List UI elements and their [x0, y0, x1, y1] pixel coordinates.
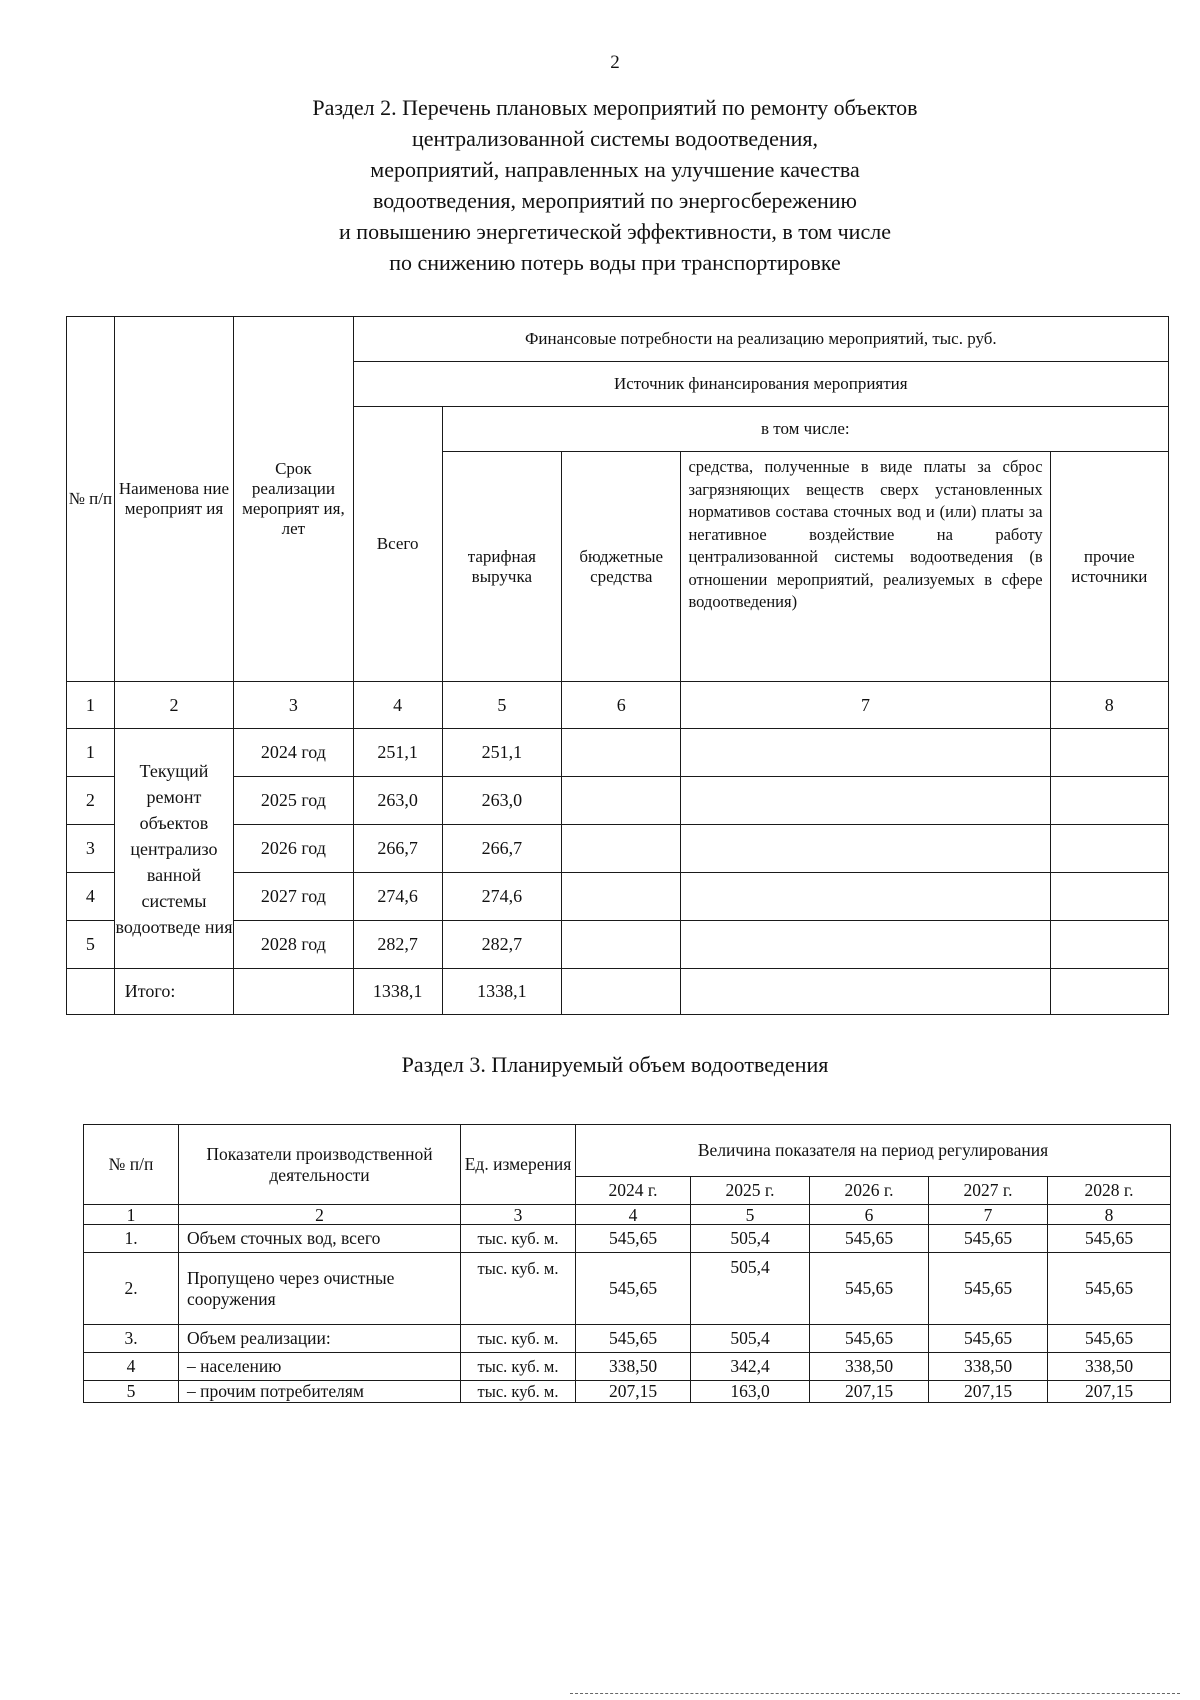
row-unit: тыс. куб. м. [461, 1353, 576, 1381]
column-number: 5 [691, 1205, 810, 1225]
row-value: 545,65 [576, 1225, 691, 1253]
row-indicator: – прочим потребителям [179, 1381, 461, 1403]
title-line: мероприятий, направленных на улучшение качества [370, 157, 860, 182]
row-total: 282,7 [353, 921, 442, 969]
row-other [1050, 969, 1168, 1015]
header-event-name: Наименова ние мероприят ия [114, 317, 233, 682]
row-total: 251,1 [353, 729, 442, 777]
row-value: 545,65 [929, 1225, 1048, 1253]
total-row [67, 969, 1169, 1015]
row-budget [562, 729, 681, 777]
total-label: Итого: [114, 969, 233, 1015]
column-number: 7 [681, 682, 1050, 729]
row-num: 1. [84, 1225, 179, 1253]
title-line: водоотведения, мероприятий по энергосбережению [373, 188, 857, 213]
header-including: в том числе: [442, 407, 1168, 452]
row-unit: тыс. куб. м. [461, 1381, 576, 1403]
table-row [84, 1381, 1171, 1403]
header-year: 2025 г. [691, 1177, 810, 1205]
header-financial-needs: Финансовые потребности на реализацию мероприятий, тыс. руб. [353, 317, 1168, 362]
row-term: 2027 год [234, 873, 353, 921]
column-number: 3 [461, 1205, 576, 1225]
table-row [84, 1225, 1171, 1253]
page-number: 2 [610, 52, 620, 73]
row-num: 1 [67, 729, 115, 777]
row-other [1050, 873, 1168, 921]
column-number: 8 [1048, 1205, 1171, 1225]
row-num: 3. [84, 1325, 179, 1353]
row-budget [562, 921, 681, 969]
row-tariff: 282,7 [442, 921, 561, 969]
row-num: 4 [84, 1353, 179, 1381]
row-value: 545,65 [576, 1325, 691, 1353]
row-indicator: Объем реализации: [179, 1325, 461, 1353]
row-total: 274,6 [353, 873, 442, 921]
row-value: 207,15 [1048, 1381, 1171, 1403]
row-num: 2. [84, 1253, 179, 1325]
header-budget-funds: бюджетные средства [562, 452, 681, 682]
row-budget [562, 873, 681, 921]
row-term: 2028 год [234, 921, 353, 969]
column-number: 4 [353, 682, 442, 729]
header-year: 2026 г. [810, 1177, 929, 1205]
row-term: 2024 год [234, 729, 353, 777]
table-row [84, 1325, 1171, 1353]
row-value: 545,65 [929, 1325, 1048, 1353]
row-fees [681, 969, 1050, 1015]
row-value: 338,50 [1048, 1353, 1171, 1381]
row-num: 5 [84, 1381, 179, 1403]
row-term: 2026 год [234, 825, 353, 873]
column-number: 3 [234, 682, 353, 729]
row-value: 545,65 [1048, 1253, 1171, 1325]
row-tariff: 251,1 [442, 729, 561, 777]
row-fees [681, 873, 1050, 921]
column-number: 2 [179, 1205, 461, 1225]
row-value: 207,15 [576, 1381, 691, 1403]
column-number: 6 [810, 1205, 929, 1225]
table-row [84, 1353, 1171, 1381]
title-line: Раздел 2. Перечень плановых мероприятий по ремонту объектов [312, 95, 918, 120]
row-fees [681, 777, 1050, 825]
row-value: 505,4 [691, 1325, 810, 1353]
column-numbers-row [67, 682, 1169, 729]
header-tariff-revenue: тарифная выручка [442, 452, 561, 682]
row-term: 2025 год [234, 777, 353, 825]
row-value: 545,65 [810, 1225, 929, 1253]
row-tariff: 266,7 [442, 825, 561, 873]
row-budget [562, 825, 681, 873]
section3-title: Раздел 3. Планируемый объем водоотведения [401, 1052, 829, 1077]
row-value: 338,50 [576, 1353, 691, 1381]
title-line: централизованной системы водоотведения, [411, 126, 818, 151]
row-budget [562, 777, 681, 825]
row-other [1050, 921, 1168, 969]
header-unit: Ед. измерения [461, 1125, 576, 1205]
row-indicator: – населению [179, 1353, 461, 1381]
header-term: Срок реализации мероприят ия, лет [234, 317, 353, 682]
table-row [84, 1253, 1171, 1325]
column-number: 6 [562, 682, 681, 729]
row-value: 207,15 [929, 1381, 1048, 1403]
title-line: и повышению энергетической эффективности, в том числе [339, 219, 891, 244]
header-year: 2027 г. [929, 1177, 1048, 1205]
row-num: 2 [67, 777, 115, 825]
column-number: 2 [114, 682, 233, 729]
header-funding-source: Источник финансирования мероприятия [353, 362, 1168, 407]
total-sum: 1338,1 [353, 969, 442, 1015]
row-value: 545,65 [810, 1325, 929, 1353]
row-budget [562, 969, 681, 1015]
row-indicator: Объем сточных вод, всего [179, 1225, 461, 1253]
row-unit: тыс. куб. м. [461, 1325, 576, 1353]
row-total: 266,7 [353, 825, 442, 873]
column-number: 1 [84, 1205, 179, 1225]
header-num: № п/п [67, 317, 115, 682]
header-other-sources: прочие источники [1050, 452, 1168, 682]
row-indicator: Пропущено через очистные сооружения [179, 1253, 461, 1325]
column-numbers-row [84, 1205, 1171, 1225]
row-value: 207,15 [810, 1381, 929, 1403]
row-fees [681, 921, 1050, 969]
total-tariff: 1338,1 [442, 969, 561, 1015]
footer-divider [570, 1693, 1180, 1694]
row-unit: тыс. куб. м. [461, 1253, 576, 1325]
measures-table [66, 316, 1169, 1015]
row-unit: тыс. куб. м. [461, 1225, 576, 1253]
wastewater-volume-table [83, 1124, 1171, 1403]
column-number: 7 [929, 1205, 1048, 1225]
row-value: 505,4 [691, 1253, 810, 1325]
row-value: 338,50 [929, 1353, 1048, 1381]
row-fees [681, 729, 1050, 777]
row-value: 163,0 [691, 1381, 810, 1403]
row-value: 545,65 [1048, 1325, 1171, 1353]
row-other [1050, 777, 1168, 825]
row-num: 5 [67, 921, 115, 969]
section2-title [0, 92, 1200, 278]
header-period: Величина показателя на период регулирования [576, 1125, 1171, 1177]
column-number: 1 [67, 682, 115, 729]
column-number: 4 [576, 1205, 691, 1225]
header-year: 2028 г. [1048, 1177, 1171, 1205]
row-value: 545,65 [1048, 1225, 1171, 1253]
header-num: № п/п [84, 1125, 179, 1205]
column-number: 8 [1050, 682, 1168, 729]
row-num [67, 969, 115, 1015]
row-value: 545,65 [929, 1253, 1048, 1325]
row-tariff: 263,0 [442, 777, 561, 825]
row-fees [681, 825, 1050, 873]
header-year: 2024 г. [576, 1177, 691, 1205]
row-other [1050, 729, 1168, 777]
row-value: 342,4 [691, 1353, 810, 1381]
header-indicators: Показатели производственной деятельности [179, 1125, 461, 1205]
row-value: 545,65 [576, 1253, 691, 1325]
row-total: 263,0 [353, 777, 442, 825]
row-term [234, 969, 353, 1015]
title-line: по снижению потерь воды при транспортировке [389, 250, 841, 275]
table-row [67, 729, 1169, 777]
header-pollution-fees: средства, полученные в виде платы за сброс загрязняющих веществ сверх установленных нормативов состава сточных вод и (или) платы за негативное воздействие на работу централизованной системы водоотведения (в отношении мероприятий, реализуемых в сфере водоотведения) [681, 452, 1050, 682]
header-total: Всего [353, 407, 442, 682]
row-value: 338,50 [810, 1353, 929, 1381]
row-other [1050, 825, 1168, 873]
row-value: 545,65 [810, 1253, 929, 1325]
row-value: 505,4 [691, 1225, 810, 1253]
event-name: Текущий ремонт объектов централизо ванной системы водоотведе ния [114, 729, 233, 969]
row-num: 3 [67, 825, 115, 873]
column-number: 5 [442, 682, 561, 729]
row-num: 4 [67, 873, 115, 921]
row-tariff: 274,6 [442, 873, 561, 921]
